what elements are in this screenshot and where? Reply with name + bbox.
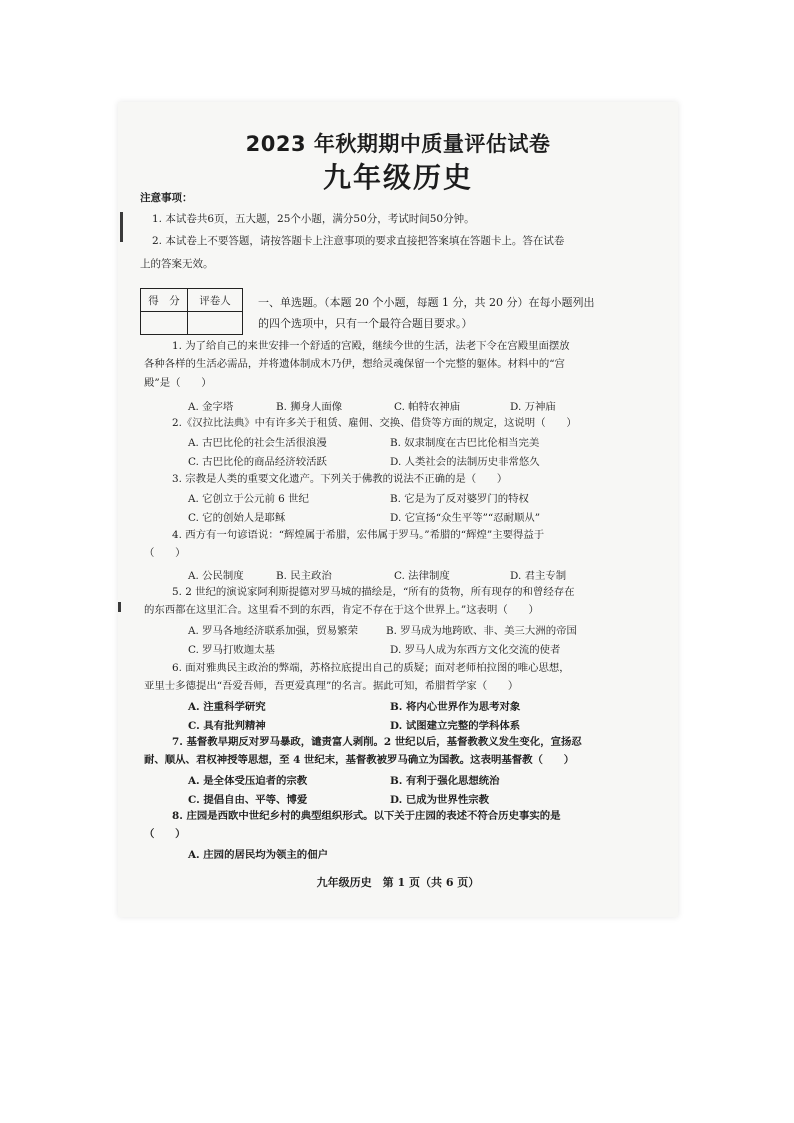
option-a: A. 注重科学研究 bbox=[188, 701, 266, 713]
option-c: C. 法律制度 bbox=[394, 570, 450, 582]
option-d: D. 试图建立完整的学科体系 bbox=[390, 720, 521, 732]
option-d: D. 它宣扬“众生平等”“忍耐顺从” bbox=[390, 512, 541, 524]
grader-label: 评卷人 bbox=[188, 289, 243, 312]
option-a: A. 金字塔 bbox=[188, 401, 234, 413]
option-c: C. 罗马打败迦太基 bbox=[188, 644, 275, 656]
score-box bbox=[140, 288, 243, 335]
option-c: C. 帕特农神庙 bbox=[394, 401, 461, 413]
question-text: 耐、顺从、君权神授等思想，至 4 世纪末，基督教被罗马确立为国教。这表明基督教（ ） bbox=[144, 754, 575, 766]
question-text: 1. 为了给自己的来世安排一个舒适的宫殿，继续今世的生活，法老下令在宫殿里面摆放 bbox=[172, 340, 570, 352]
exam-title: 2023 年秋期期中质量评估试卷 bbox=[245, 132, 551, 156]
question-text: 6. 面对雅典民主政治的弊端，苏格拉底提出自己的质疑；面对老师柏拉图的唯心思想， bbox=[172, 662, 570, 674]
question-text: 4. 西方有一句谚语说：“辉煌属于希腊，宏伟属于罗马。”希腊的“辉煌”主要得益于 bbox=[172, 529, 545, 541]
question-text: 殿”是（ ） bbox=[144, 377, 212, 389]
option-a: A. 它创立于公元前 6 世纪 bbox=[188, 493, 309, 505]
notice-heading: 注意事项： bbox=[140, 192, 193, 204]
exam-subject: 九年级历史 bbox=[322, 161, 473, 194]
option-a: A. 是全体受压迫者的宗教 bbox=[188, 775, 308, 787]
question-text: 2.《汉拉比法典》中有许多关于租赁、雇佣、交换、借贷等方面的规定，这说明（ ） bbox=[172, 417, 577, 429]
grader-cell bbox=[188, 312, 243, 335]
question-text: （ ） bbox=[144, 828, 186, 840]
notice-item: 2. 本试卷上不要答题，请按答题卡上注意事项的要求直接把答案填在答题卡上。答在试卷 bbox=[152, 235, 565, 247]
question-text: 7. 基督教早期反对罗马暴政，谴责富人剥削。2 世纪以后，基督教教义发生变化，宣扬忍 bbox=[172, 736, 582, 748]
page-footer: 九年级历史 第 1 页（共 6 页） bbox=[316, 876, 480, 889]
option-a: A. 庄园的居民均为领主的佃户 bbox=[188, 849, 328, 861]
question-text: 8. 庄园是西欧中世纪乡村的典型组织形式。以下关于庄园的表述不符合历史事实的是 bbox=[172, 810, 561, 822]
option-c: C. 古巴比伦的商品经济较活跃 bbox=[188, 456, 327, 468]
option-a: A. 古巴比伦的社会生活很浪漫 bbox=[188, 437, 327, 449]
notice-item: 上的答案无效。 bbox=[140, 258, 214, 270]
question-text: 亚里士多德提出“吾爱吾师，吾更爱真理”的名言。据此可知，希腊哲学家（ ） bbox=[144, 680, 519, 692]
section-heading: 一、单选题。（本题 20 个小题，每题 1 分，共 20 分）在每小题列出 bbox=[258, 296, 595, 309]
question-text: 的东西都在这里汇合。这里看不到的东西，肯定不存在于这个世界上。”这表明（ ） bbox=[144, 604, 539, 616]
score-label: 得 分 bbox=[141, 289, 188, 312]
option-b: B. 奴隶制度在古巴比伦相当完美 bbox=[390, 437, 540, 449]
option-b: B. 罗马成为地跨欧、非、美三大洲的帝国 bbox=[386, 625, 577, 637]
option-b: B. 民主政治 bbox=[276, 570, 332, 582]
option-a: A. 公民制度 bbox=[188, 570, 244, 582]
section-heading: 的四个选项中，只有一个最符合题目要求。） bbox=[258, 317, 473, 330]
option-d: D. 人类社会的法制历史非常悠久 bbox=[390, 456, 540, 468]
option-c: C. 它的创始人是耶稣 bbox=[188, 512, 286, 524]
option-b: B. 有利于强化思想统治 bbox=[390, 775, 500, 787]
option-d: D. 君主专制 bbox=[510, 570, 567, 582]
option-c: C. 提倡自由、平等、博爱 bbox=[188, 794, 308, 806]
option-d: D. 万神庙 bbox=[510, 401, 556, 413]
exam-page bbox=[118, 102, 678, 917]
question-text: 各种各样的生活必需品，并将遗体制成木乃伊，想给灵魂保留一个完整的躯体。材料中的“宫 bbox=[144, 358, 565, 370]
score-cell bbox=[141, 312, 188, 335]
option-d: D. 已成为世界性宗教 bbox=[390, 794, 489, 806]
option-a: A. 罗马各地经济联系加强，贸易繁荣 bbox=[188, 625, 358, 637]
option-c: C. 具有批判精神 bbox=[188, 720, 266, 732]
option-d: D. 罗马人成为东西方文化交流的使者 bbox=[390, 644, 561, 656]
binding-mark bbox=[118, 602, 121, 612]
question-text: 5. 2 世纪的演说家阿利斯提德对罗马城的描绘是，“所有的货物，所有现存的和曾经存在 bbox=[172, 586, 575, 598]
option-b: B. 将内心世界作为思考对象 bbox=[390, 701, 521, 713]
option-b: B. 狮身人面像 bbox=[276, 401, 343, 413]
question-text: 3. 宗教是人类的重要文化遗产。下列关于佛教的说法不正确的是（ ） bbox=[172, 473, 508, 485]
option-b: B. 它是为了反对婆罗门的特权 bbox=[390, 493, 529, 505]
notice-item: 1. 本试卷共6页，五大题，25个小题，满分50分，考试时间50分钟。 bbox=[152, 213, 475, 225]
binding-mark bbox=[120, 212, 123, 242]
question-text: （ ） bbox=[144, 547, 186, 559]
